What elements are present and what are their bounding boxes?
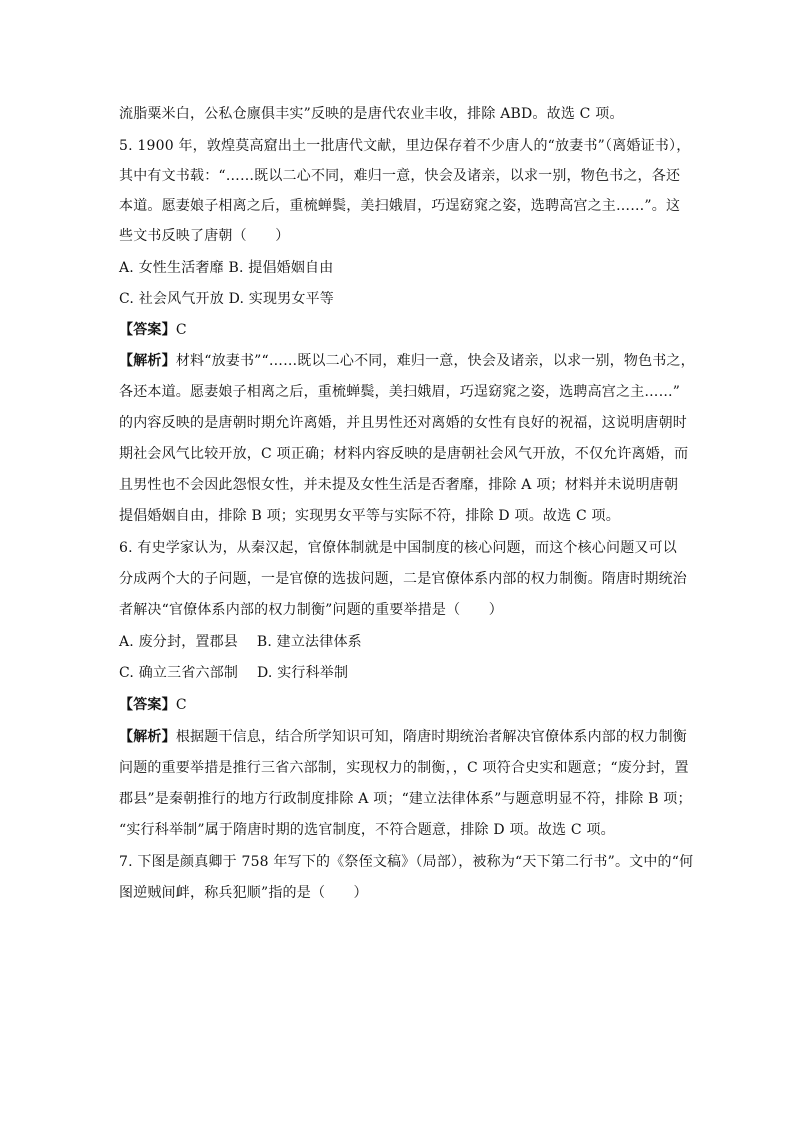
text-line: 者解决“官僚体系内部的权力制衡”问题的重要举措是（ ）: [119, 602, 503, 618]
question-6-stem: 6. 有史学家认为，从秦汉起，官僚体制就是中国制度的核心问题，而这个核心问题又可以: [119, 540, 678, 556]
text-line: 郡县”是秦朝推行的地方行政制度排除 A 项；“建立法律体系”与题意明显不符，排除 B 项；: [119, 791, 692, 807]
text-line: 本道。愿妻娘子相离之后，重梳蝉鬓，美扫娥眉，巧逞窈窕之姿，选聘高宫之主……”。这: [119, 198, 681, 214]
question-6-options-ab: A. 废分封，置郡县 B. 建立法律体系: [119, 634, 362, 650]
question-5-options-ab: A. 女性生活奢靡 B. 提倡婚姻自由: [119, 260, 334, 276]
text-line: 且男性也不会因此怨恨女性，并未提及女性生活是否奢靡，排除 A 项；材料并未说明唐朝: [119, 477, 679, 493]
text-line: 期社会风气比较开放，C 项正确；材料内容反映的是唐朝社会风气开放，不仅允许离婚，而: [119, 446, 689, 462]
question-6-answer: 【答案】C: [119, 697, 187, 713]
text-line: 其中有文书载：“……既以二心不同，难归一意，快会及诸亲，以求一别，物色书之，各还: [119, 168, 681, 184]
text-line: 分成两个大的子问题，一是官僚的选拔问题，二是官僚体系内部的权力制衡。隋唐时期统治: [119, 571, 687, 587]
text-line: 些文书反映了唐朝（ ）: [119, 228, 290, 244]
text-line: 流脂粟米白，公私仓廪俱丰实”反映的是唐代农业丰收，排除 ABD。故选 C 项。: [119, 106, 624, 122]
text-line: 各还本道。愿妻娘子相离之后，重梳蝉鬓，美扫娥眉，巧逞窈窕之姿，选聘高宫之主……”: [119, 384, 681, 400]
text-line: 提倡婚姻自由，排除 B 项；实现男女平等与实际不符，排除 D 项。故选 C 项。: [119, 508, 620, 524]
question-6-options-cd: C. 确立三省六部制 D. 实行科举制: [119, 665, 349, 681]
text-line: “实行科举制”属于隋唐时期的选官制度，不符合题意，排除 D 项。故选 C 项。: [119, 822, 615, 838]
question-5-stem: 5. 1900 年，敦煌莫高窟出土一批唐代文献，里边保存着不少唐人的“放妻书”（离婚证书），: [119, 138, 691, 154]
text-line: 的内容反映的是唐朝时期允许离婚，并且男性还对离婚的女性有良好的祝福，这说明唐朝时: [119, 415, 687, 431]
question-5-analysis: 【解析】材料“放妻书”“……既以二心不同，难归一意，快会及诸亲，以求一别，物色书之，: [119, 353, 695, 369]
text-line: 图逆贼间衅，称兵犯顺”指的是（ ）: [119, 885, 368, 901]
question-6-analysis: 【解析】根据题干信息，结合所学知识可知，隋唐时期统治者解决官僚体系内部的权力制衡: [119, 729, 688, 745]
text-line: 问题的重要举措是推行三省六部制，实现权力的制衡，，C 项符合史实和题意；“废分封，置: [119, 760, 689, 776]
question-5-options-cd: C. 社会风气开放 D. 实现男女平等: [119, 291, 334, 307]
question-5-answer: 【答案】C: [119, 322, 187, 338]
question-7-stem: 7. 下图是颜真卿于 758 年写下的《祭侄文稿》（局部），被称为“天下第二行书”。文中的“何: [119, 854, 694, 870]
